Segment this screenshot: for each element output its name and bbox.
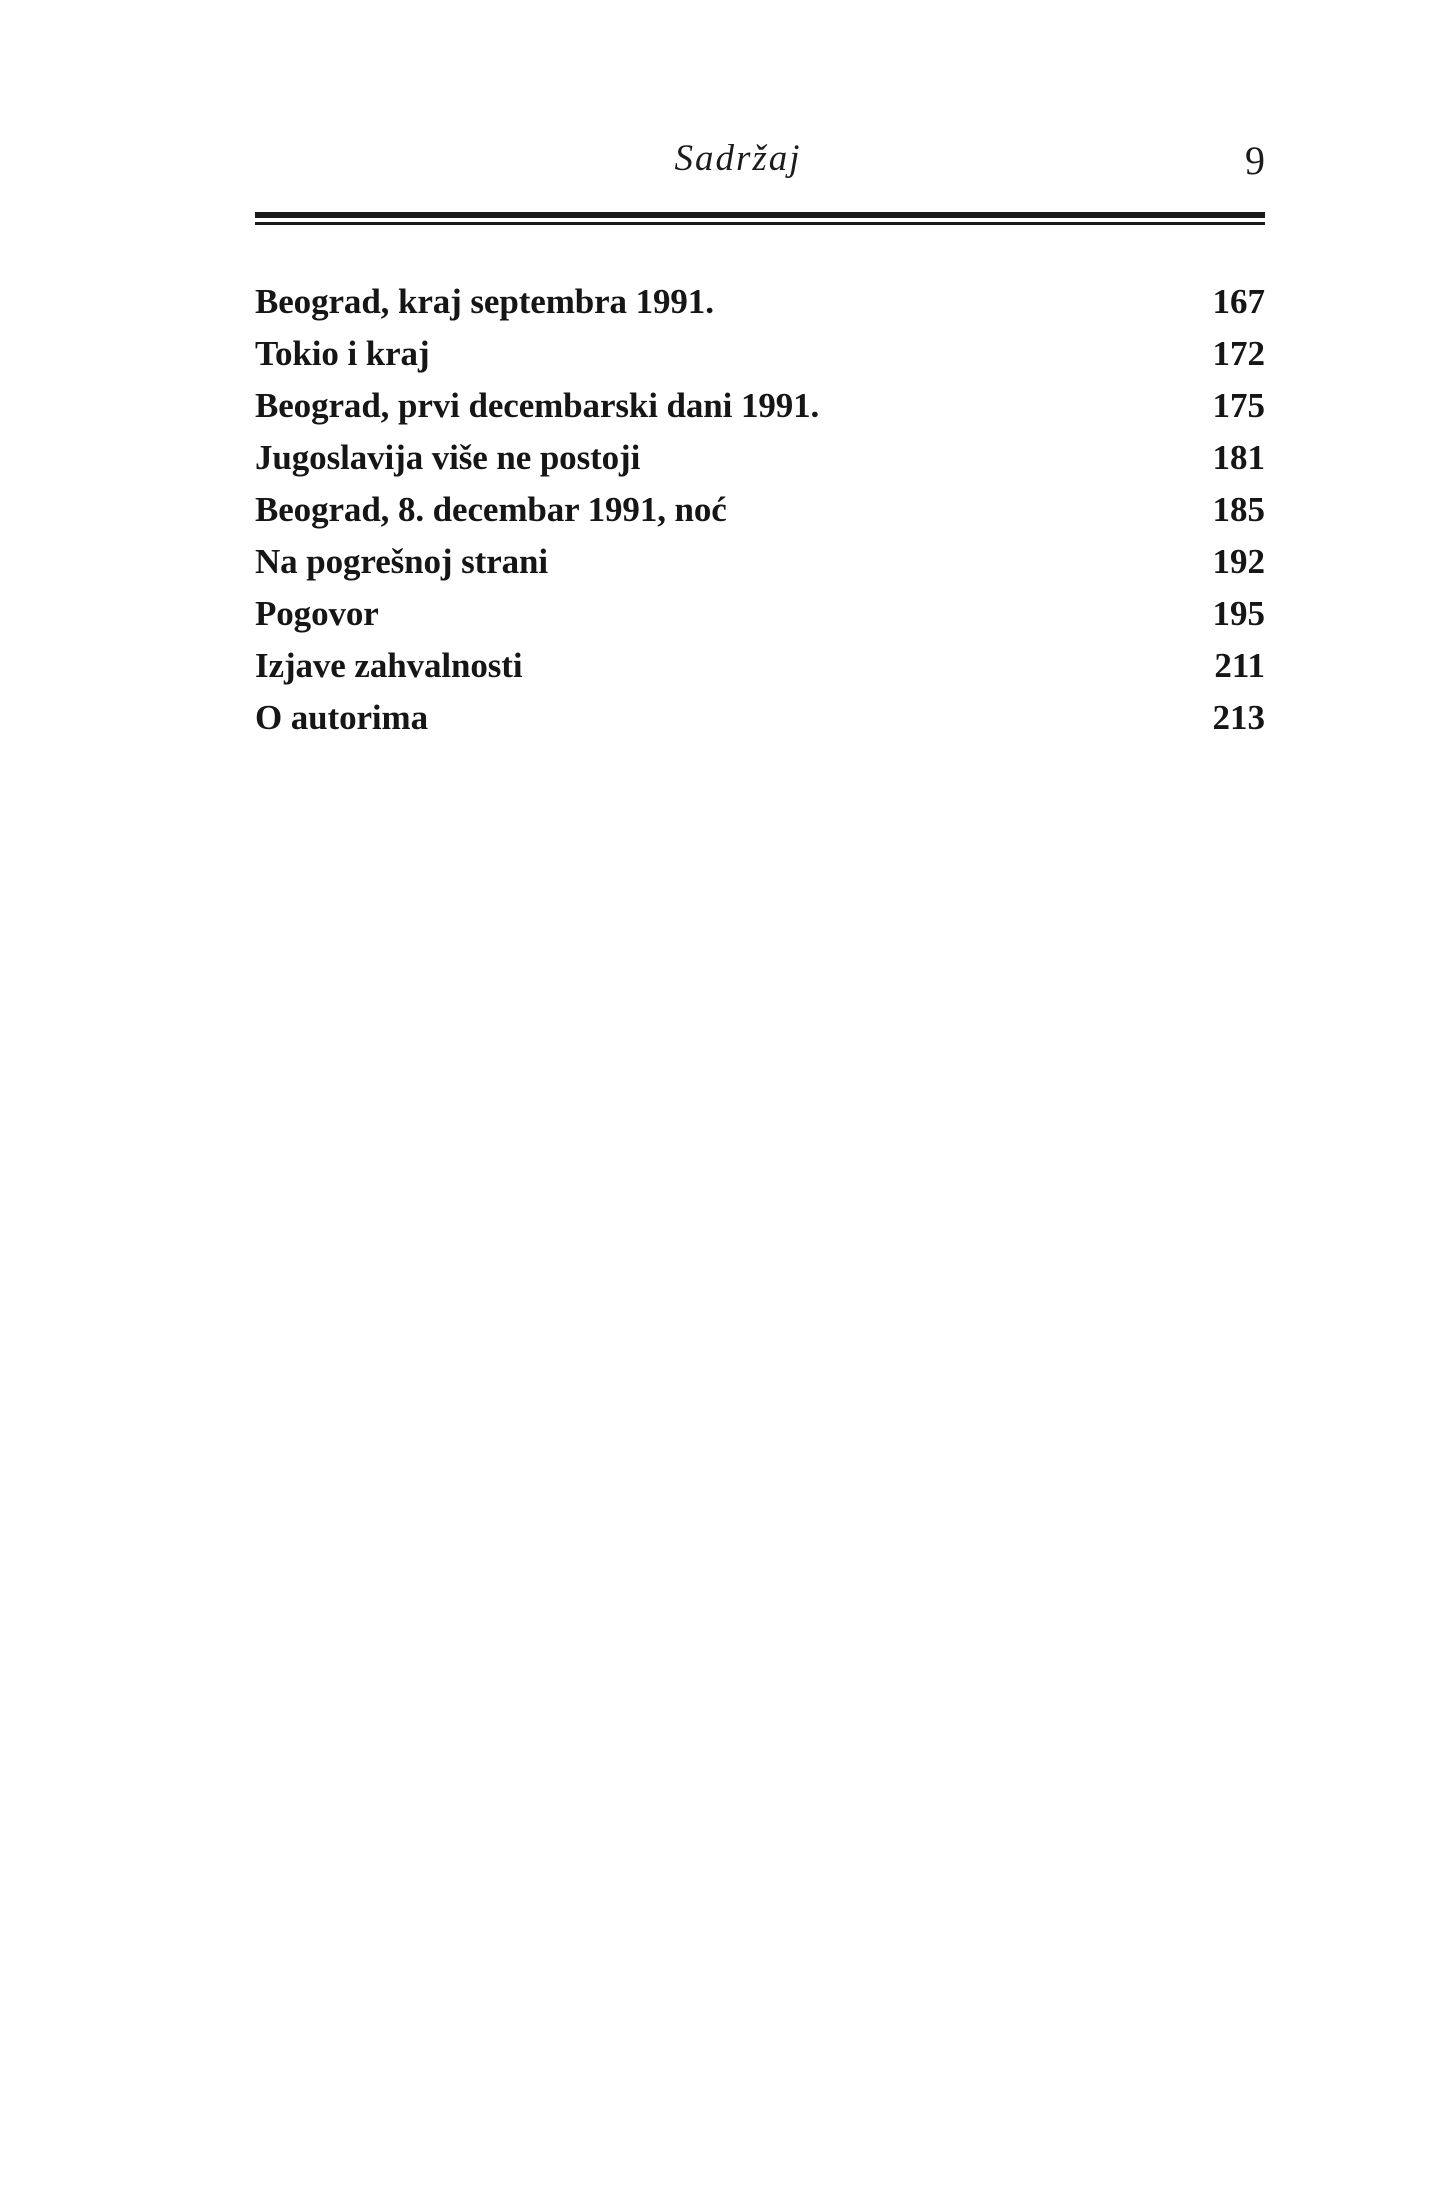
toc-entry-page: 181 — [1212, 438, 1265, 477]
toc-entry-page: 192 — [1212, 542, 1265, 581]
header-double-rule — [255, 212, 1265, 225]
toc-entry-title: Na pogrešnoj strani — [255, 542, 549, 581]
table-of-contents — [255, 276, 1265, 744]
toc-entry — [255, 588, 1265, 640]
running-head — [255, 138, 1265, 200]
toc-entry-page: 195 — [1212, 594, 1265, 633]
toc-entry-page: 175 — [1212, 386, 1265, 425]
toc-entry — [255, 276, 1265, 328]
toc-entry — [255, 640, 1265, 692]
toc-entry-title: Beograd, kraj septembra 1991. — [255, 282, 714, 321]
toc-entry-title: O autorima — [255, 698, 429, 737]
toc-entry-page: 167 — [1212, 282, 1265, 321]
toc-entry — [255, 484, 1265, 536]
toc-entry — [255, 380, 1265, 432]
page-title: Sadržaj — [674, 138, 802, 179]
toc-entry — [255, 432, 1265, 484]
toc-entry — [255, 536, 1265, 588]
toc-entry-title: Jugoslavija više ne postoji — [255, 438, 641, 477]
toc-entry-page: 211 — [1214, 646, 1265, 685]
toc-entry — [255, 328, 1265, 380]
toc-entry-page: 185 — [1212, 490, 1265, 529]
toc-entry-title: Beograd, prvi decembarski dani 1991. — [255, 386, 820, 425]
toc-entry-page: 213 — [1212, 698, 1265, 737]
rule-thin — [255, 222, 1265, 225]
toc-entry-title: Izjave zahvalnosti — [255, 646, 523, 685]
toc-entry-page: 172 — [1212, 334, 1265, 373]
toc-entry-title: Tokio i kraj — [255, 334, 430, 373]
toc-entry-title: Beograd, 8. decembar 1991, noć — [255, 490, 727, 529]
toc-entry-title: Pogovor — [255, 594, 379, 633]
folio-number: 9 — [1245, 138, 1265, 183]
toc-entry — [255, 692, 1265, 744]
